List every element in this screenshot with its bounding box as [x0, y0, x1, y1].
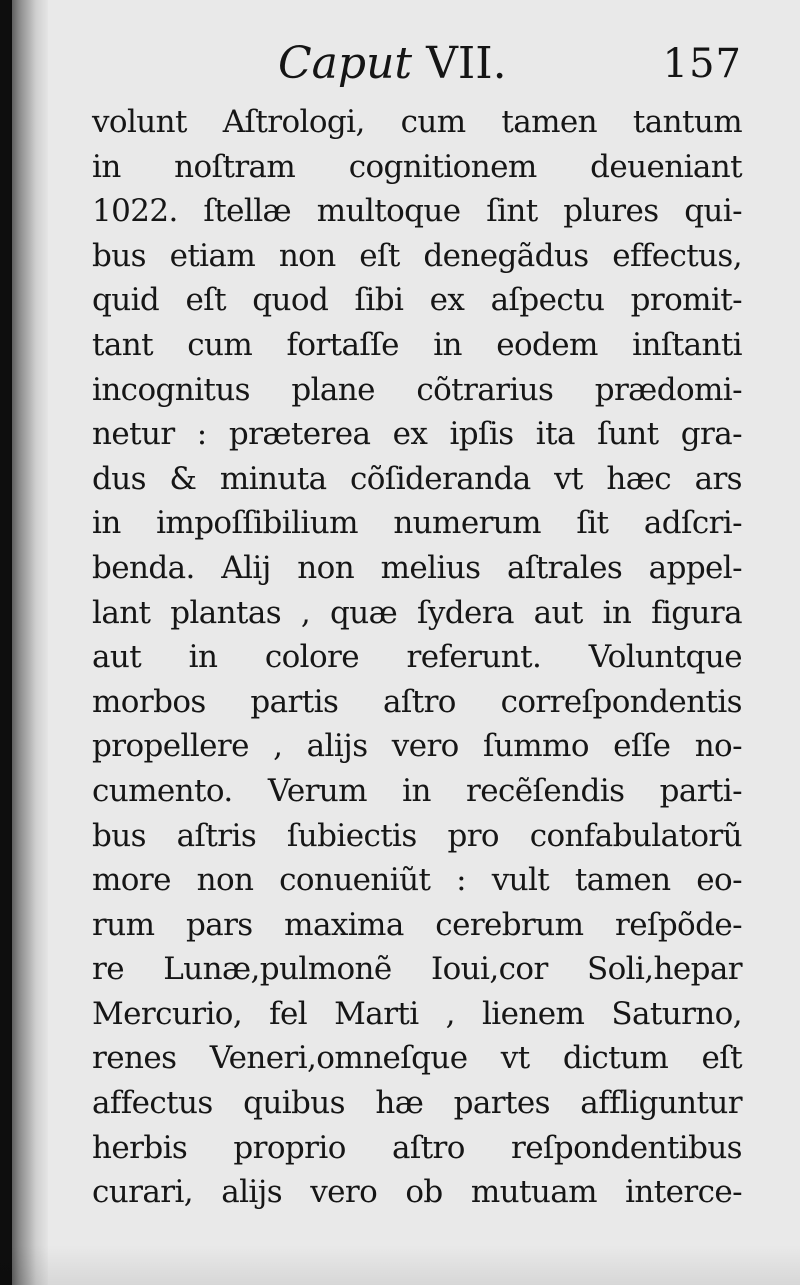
text-line: in noſtram cognitionem deueniant: [92, 148, 742, 185]
text-line: renes Veneri,omneſque vt dictum eſt: [92, 1040, 742, 1077]
text-line: more non conueniũt : vult tamen eo-: [92, 862, 742, 899]
text-line: incognitus plane cõtrarius prædomi-: [92, 371, 742, 408]
text-line: 1022. ſtellæ multoque ſint plures qui-: [92, 193, 742, 230]
text-line: volunt Aſtrologi, cum tamen tantum: [92, 104, 742, 140]
page-gutter: [0, 0, 12, 1285]
text-line: curari, alijs vero ob mutuam interce-: [92, 1174, 742, 1211]
chapter-word: Caput: [278, 38, 413, 89]
text-line: re Lunæ,pulmonẽ Ioui,cor Soli,hepar: [92, 951, 742, 988]
text-line: cumento. Verum in recẽſendis parti-: [92, 772, 742, 809]
text-line: affectus quibus hæ partes affliguntur: [92, 1085, 742, 1122]
text-line: benda. Alij non melius aſtrales appel-: [92, 549, 742, 586]
text-line: quid eſt quod ſibi ex aſpectu promit-: [92, 282, 742, 319]
text-line: dus & minuta cõſideranda vt hæc ars: [92, 460, 742, 497]
text-line: rum pars maxima cerebrum reſpõde-: [92, 906, 742, 943]
page-number: 157: [662, 41, 742, 87]
text-line: lant plantas , quæ ſydera aut in figura: [92, 594, 742, 631]
text-line: morbos partis aſtro correſpondentis: [92, 683, 742, 720]
page-bottom-shade: [0, 1245, 800, 1285]
running-head: [82, 34, 742, 94]
text-line: herbis proprio aſtro reſpondentibus: [92, 1129, 742, 1166]
text-line: Mercurio, fel Marti , lienem Saturno,: [92, 995, 742, 1032]
text-line: aut in colore referunt. Voluntque: [92, 639, 742, 676]
text-line: bus aſtris ſubiectis pro confabulatorũ: [92, 817, 742, 854]
text-line: in impoſſibilium numerum ſit adſcri-: [92, 505, 742, 542]
text-line: bus etiam non eſt denegãdus effectus,: [92, 237, 742, 274]
chapter-numeral: VII.: [426, 38, 507, 89]
text-line: netur : præterea ex ipſis ita ſunt gra-: [92, 416, 742, 453]
body-text: [92, 100, 742, 1215]
text-line: propellere , alijs vero ſummo eſſe no-: [92, 728, 742, 765]
text-line: tant cum fortaſſe in eodem inſtanti: [92, 326, 742, 363]
chapter-title: [278, 34, 507, 94]
